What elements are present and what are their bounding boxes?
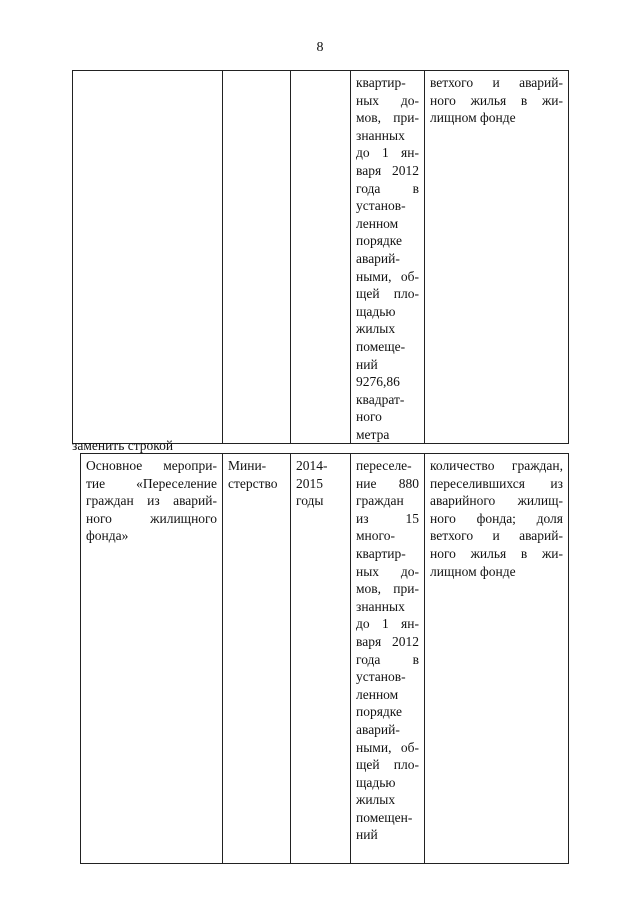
cell-text-line: метра bbox=[356, 426, 390, 442]
activity-cell bbox=[73, 71, 223, 444]
cell-text-line: жилых bbox=[356, 792, 396, 808]
cell-text-line: Основное меропри- bbox=[86, 458, 217, 473]
continuation-table bbox=[72, 70, 569, 444]
cell-text-line: ветхого и аварий- bbox=[430, 75, 563, 90]
cell-text-line: квадрат- bbox=[356, 391, 405, 407]
responsible-cell bbox=[223, 71, 291, 444]
cell-text-line: фонда» bbox=[86, 528, 129, 544]
cell-text-line: ветхого и аварий- bbox=[430, 528, 563, 544]
cell-text-line: варя 2012 bbox=[356, 633, 419, 649]
cell-text-line: ного bbox=[356, 409, 382, 425]
cell-text-line: помеще- bbox=[356, 338, 406, 354]
cell-text-line: переселе- bbox=[356, 458, 412, 473]
cell-text-line: стерство bbox=[228, 475, 278, 491]
replacement-table bbox=[80, 453, 569, 864]
indicator-cell bbox=[425, 71, 569, 444]
cell-text-line: года в bbox=[356, 651, 419, 667]
cell-text-line: ленном bbox=[356, 215, 399, 231]
period-cell bbox=[291, 71, 351, 444]
cell-text-line: жилых bbox=[356, 321, 396, 337]
cell-text-line: ными, об- bbox=[356, 268, 419, 284]
cell-text-line: количество граждан, bbox=[430, 458, 563, 473]
result-cell bbox=[351, 454, 425, 864]
cell-text-line: ленном bbox=[356, 686, 399, 702]
cell-text-line: тие «Переселение bbox=[86, 475, 217, 491]
cell-text-line: ного жилья в жи- bbox=[430, 92, 563, 108]
cell-text-line: 2014- bbox=[296, 458, 328, 473]
cell-text-line: квартир- bbox=[356, 545, 406, 561]
cell-text-line: года в bbox=[356, 180, 419, 196]
table-row bbox=[73, 71, 569, 444]
cell-text-line: ного жилищного bbox=[86, 510, 217, 526]
result-cell bbox=[351, 71, 425, 444]
cell-text-line: порядке bbox=[356, 704, 403, 720]
cell-text-line: переселившихся из bbox=[430, 475, 563, 491]
cell-text-line: мов, при- bbox=[356, 110, 419, 126]
cell-text-line: ного жилья в жи- bbox=[430, 545, 563, 561]
cell-text-line: лищном фонде bbox=[430, 110, 516, 126]
cell-text-line: знанных bbox=[356, 598, 405, 614]
cell-text-line: установ- bbox=[356, 198, 406, 214]
cell-text-line: аварийного жилищ- bbox=[430, 493, 563, 509]
cell-text-line: ний bbox=[356, 356, 378, 372]
cell-text-line: щей пло- bbox=[356, 286, 419, 302]
cell-text-line: 2015 bbox=[296, 475, 323, 491]
cell-text-line: аварий- bbox=[356, 250, 400, 266]
cell-text-line: щадью bbox=[356, 774, 396, 790]
cell-text-line: порядке bbox=[356, 233, 403, 249]
cell-text-line: граждан из аварий- bbox=[86, 493, 217, 509]
cell-text-line: лищном фонде bbox=[430, 563, 516, 579]
cell-text-line: до 1 ян- bbox=[356, 145, 419, 161]
cell-text-line: из 15 bbox=[356, 510, 419, 526]
cell-text-line: щей пло- bbox=[356, 757, 419, 773]
cell-text-line: граждан bbox=[356, 493, 404, 509]
cell-text-line: установ- bbox=[356, 669, 406, 685]
cell-text-line: ных до- bbox=[356, 563, 419, 579]
cell-text-line: ние 880 bbox=[356, 475, 419, 491]
cell-text-line: щадью bbox=[356, 303, 396, 319]
cell-text-line: аварий- bbox=[356, 721, 400, 737]
page-number: 8 bbox=[316, 40, 324, 55]
cell-text-line: мов, при- bbox=[356, 581, 419, 597]
cell-text-line: ний bbox=[356, 827, 378, 843]
cell-text-line: знанных bbox=[356, 127, 405, 143]
indicator-cell bbox=[425, 454, 569, 864]
cell-text-line: ных до- bbox=[356, 92, 419, 108]
responsible-cell bbox=[223, 454, 291, 864]
cell-text-line: ными, об- bbox=[356, 739, 419, 755]
cell-text-line: Мини- bbox=[228, 458, 267, 473]
cell-text-line: варя 2012 bbox=[356, 162, 419, 178]
cell-text-line: годы bbox=[296, 493, 324, 509]
cell-text-line: ного фонда; доля bbox=[430, 510, 563, 526]
cell-text-line: до 1 ян- bbox=[356, 616, 419, 632]
cell-text-line: помещен- bbox=[356, 809, 413, 825]
table-row bbox=[81, 454, 569, 864]
replace-with-row-text: заменить строкой bbox=[72, 438, 174, 453]
period-cell bbox=[291, 454, 351, 864]
cell-text-line: много- bbox=[356, 528, 395, 544]
cell-text-line: 9276,86 bbox=[356, 374, 400, 390]
activity-cell bbox=[81, 454, 223, 864]
cell-text-line: квартир- bbox=[356, 75, 406, 90]
